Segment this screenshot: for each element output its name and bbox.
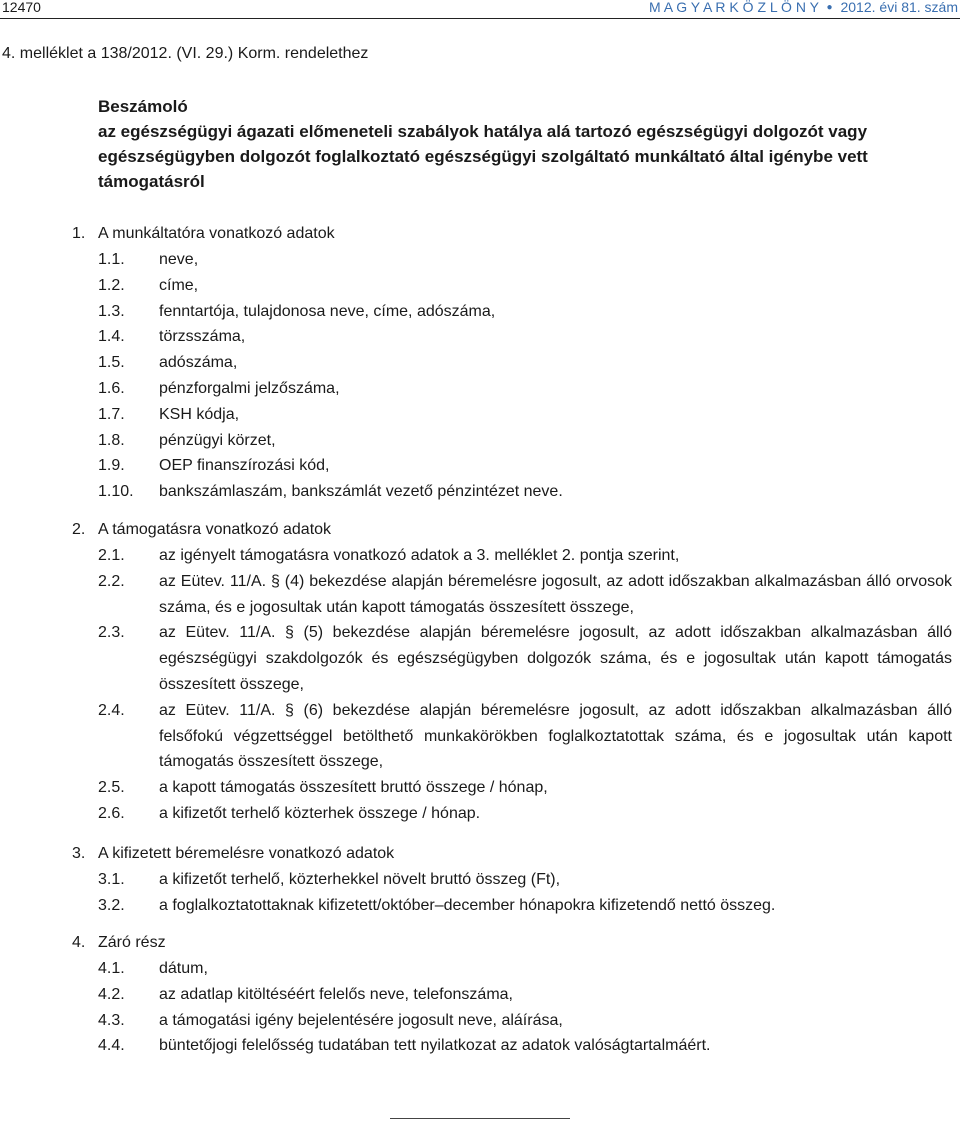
list-item: 2.6. a kifizetőt terhelő közterhek összege / hónap.: [98, 804, 481, 822]
annex-reference: 4. melléklet a 138/2012. (VI. 29.) Korm. rendelethez: [2, 45, 369, 62]
list-item: 1.8. pénzügyi körzet,: [98, 431, 276, 449]
section-heading: 4. Záró rész: [72, 934, 166, 951]
list-item: 1.6. pénzforgalmi jelzőszáma,: [98, 379, 340, 397]
list-item: 1.5. adószáma,: [98, 354, 238, 372]
section-closing: [72, 930, 952, 1059]
list-item: 1.4. törzsszáma,: [98, 328, 246, 346]
list-item: 1.1. neve,: [98, 251, 199, 268]
page-number: 12470: [2, 0, 41, 15]
section-heading: 2. A támogatásra vonatkozó adatok: [72, 521, 332, 538]
document-title: [98, 94, 953, 194]
list-item: 2.3. az Eütev. 11/A. § (5) bekezdése alapján béremelésre jogosult, az adott időszakban alkalmazásban álló egészségügyi szakdolgozók és egészségügyben dolgozók száma, és e jogosultak után kapott támogatás összesített összege,: [98, 624, 952, 693]
list-item: 2.1. az igényelt támogatásra vonatkozó adatok a 3. melléklet 2. pontja szerint,: [98, 547, 680, 564]
list-item: 1.7. KSH kódja,: [98, 405, 240, 423]
section-employer-data: [72, 221, 952, 505]
list-item: 1.2. címe,: [98, 276, 199, 294]
section-support-data: [72, 517, 952, 827]
section-heading: 3. A kifizetett béremelésre vonatkozó adatok: [72, 845, 395, 862]
list-item: 4.3. a támogatási igény bejelentésére jogosult neve, aláírása,: [98, 1011, 563, 1029]
list-item: 2.4. az Eütev. 11/A. § (6) bekezdése alapján béremelésre jogosult, az adott időszakban alkalmazásban álló felsőfokú végzettséggel betölthető munkakörökben foglalkoztatottak száma, és e jogosultak után kapott támogatás összesített összege,: [98, 701, 952, 771]
publication-info: [649, 0, 958, 15]
list-item: 1.3. fenntartója, tulajdonosa neve, címe, adószáma,: [98, 302, 496, 320]
title-line-2: az egészségügyi ágazati előmeneteli szabályok hatálya alá tartozó egészségügyi dolgozót vagy egészségügyben dolgozót foglalkoztató egészségügyi szolgáltató munkáltató által igénybe vett támogatásról: [98, 122, 868, 191]
list-item: 4.2. az adatlap kitöltéséért felelős neve, telefonszáma,: [98, 985, 513, 1003]
page-header: [0, 0, 960, 19]
list-item: 3.2. a foglalkoztatottaknak kifizetett/október–december hónapokra kifizetendő nettó összeg.: [98, 896, 776, 914]
header-divider: [0, 18, 960, 19]
list-item: 2.5. a kapott támogatás összesített bruttó összege / hónap,: [98, 779, 548, 797]
title-line-1: Beszámoló: [98, 97, 188, 116]
list-item: 2.2. az Eütev. 11/A. § (4) bekezdése alapján béremelésre jogosult, az adott időszakban alkalmazásban álló orvosok száma, és e jogosultak után kapott támogatás összesített összege,: [98, 572, 952, 616]
list-item: 1.10. bankszámlaszám, bankszámlát vezető pénzintézet neve.: [98, 483, 563, 501]
list-item: 1.9. OEP finanszírozási kód,: [98, 457, 330, 475]
issue-label: 2012. évi 81. szám: [840, 0, 958, 15]
list-item: 3.1. a kifizetőt terhelő, közterhekkel növelt bruttó összeg (Ft),: [98, 871, 561, 888]
list-item: 4.1. dátum,: [98, 960, 208, 977]
footer-divider: [390, 1118, 570, 1119]
bullet-dot-icon: ●: [826, 2, 833, 13]
publication-name: M A G Y A R K Ö Z L Ö N Y: [649, 0, 819, 15]
list-item: 4.4. büntetőjogi felelősség tudatában tett nyilatkozat az adatok valóságtartalmáért.: [98, 1037, 711, 1055]
section-payout-data: [72, 841, 952, 919]
section-heading: 1. A munkáltatóra vonatkozó adatok: [72, 225, 335, 242]
